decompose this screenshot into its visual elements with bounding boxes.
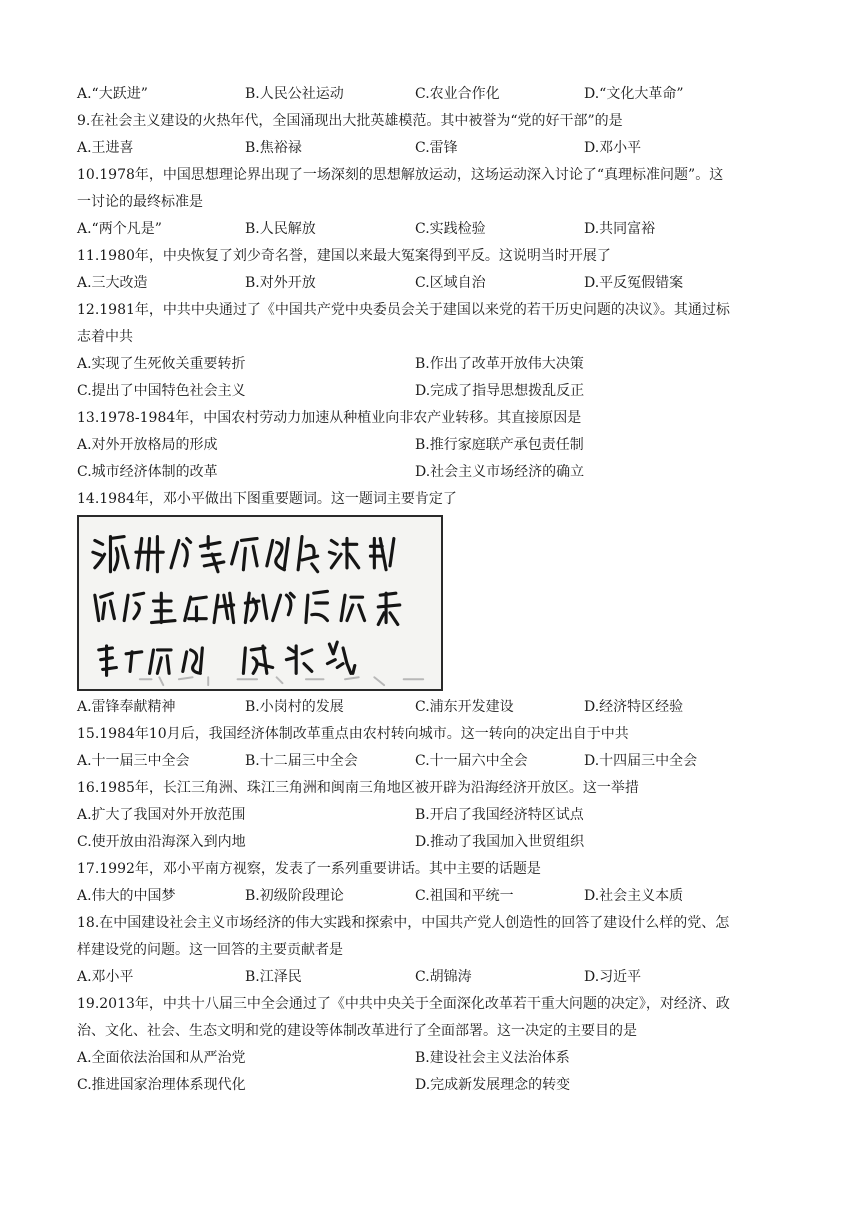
q10-options xyxy=(77,219,797,239)
option-d[interactable]: D.共同富裕 xyxy=(584,221,656,237)
q10-stem-line1: 10.1978年，中国思想理论界出现了一场深刻的思想解放运动，这场运动深入讨论了“真理标准问题”。这 xyxy=(77,167,724,183)
option-b[interactable]: B.开启了我国经济特区试点 xyxy=(415,807,584,823)
q12-options-row2 xyxy=(77,381,797,401)
q16-options-row1 xyxy=(77,805,797,825)
q17-options xyxy=(77,886,797,906)
option-b[interactable]: B.小岗村的发展 xyxy=(245,699,344,715)
option-c[interactable]: C.祖国和平统一 xyxy=(415,888,514,904)
option-c[interactable]: C.胡锦涛 xyxy=(415,969,472,985)
option-b[interactable]: B.人民公社运动 xyxy=(245,86,344,102)
option-b[interactable]: B.作出了改革开放伟大决策 xyxy=(415,356,584,372)
option-c[interactable]: C.浦东开发建设 xyxy=(415,699,514,715)
q18-stem-line1: 18.在中国建设社会主义市场经济的伟大实践和探索中，中国共产党人创造性的回答了建设什么样的党、怎 xyxy=(77,915,730,931)
q16-stem: 16.1985年，长江三角洲、珠江三角洲和闽南三角地区被开辟为沿海经济开放区。这一举措 xyxy=(77,780,639,796)
q9-options xyxy=(77,138,797,158)
option-a[interactable]: A.全面依法治国和从严治党 xyxy=(77,1050,246,1066)
q9-stem: 9.在社会主义建设的火热年代，全国涌现出大批英雄模范。其中被誉为“党的好干部”的是 xyxy=(77,113,623,129)
option-b[interactable]: B.初级阶段理论 xyxy=(245,888,344,904)
option-b[interactable]: B.对外开放 xyxy=(245,275,316,291)
q12-stem-line1: 12.1981年，中共中央通过了《中国共产党中央委员会关于建国以来党的若干历史问题的决议》。其通过标 xyxy=(77,302,730,318)
option-c[interactable]: C.农业合作化 xyxy=(415,86,500,102)
option-c[interactable]: C.实践检验 xyxy=(415,221,486,237)
q12-stem-line2: 志着中共 xyxy=(77,329,133,345)
calligraphy-inscription-image xyxy=(77,515,443,691)
option-d[interactable]: D.习近平 xyxy=(584,969,642,985)
q12-options-row1 xyxy=(77,354,797,374)
option-d[interactable]: D.平反冤假错案 xyxy=(584,275,684,291)
option-b[interactable]: B.十二届三中全会 xyxy=(245,753,358,769)
option-a[interactable]: A.邓小平 xyxy=(77,969,134,985)
q10-stem-line2: 一讨论的最终标准是 xyxy=(77,194,203,210)
option-b[interactable]: B.推行家庭联产承包责任制 xyxy=(415,437,584,453)
handwriting-strokes xyxy=(79,517,441,689)
option-b[interactable]: B.江泽民 xyxy=(245,969,302,985)
option-c[interactable]: C.区域自治 xyxy=(415,275,486,291)
q14-stem: 14.1984年，邓小平做出下图重要题词。这一题词主要肯定了 xyxy=(77,491,457,507)
option-d[interactable]: D.社会主义本质 xyxy=(584,888,684,904)
option-b[interactable]: B.建设社会主义法治体系 xyxy=(415,1050,570,1066)
q16-options-row2 xyxy=(77,832,797,852)
option-c[interactable]: C.提出了中国特色社会主义 xyxy=(77,383,246,399)
q19-options-row1 xyxy=(77,1048,797,1068)
option-d[interactable]: D.“文化大革命” xyxy=(584,86,684,102)
q13-options-row2 xyxy=(77,462,797,482)
option-a[interactable]: A.扩大了我国对外开放范围 xyxy=(77,807,246,823)
option-a[interactable]: A.雷锋奉献精神 xyxy=(77,699,176,715)
option-c[interactable]: C.雷锋 xyxy=(415,140,458,156)
q13-stem: 13.1978-1984年，中国农村劳动力加速从种植业向非农产业转移。其直接原因是 xyxy=(77,410,582,426)
option-a[interactable]: A.“两个凡是” xyxy=(77,221,162,237)
option-d[interactable]: D.十四届三中全会 xyxy=(584,753,698,769)
option-a[interactable]: A.对外开放格局的形成 xyxy=(77,437,218,453)
option-d[interactable]: D.推动了我国加入世贸组织 xyxy=(415,834,585,850)
option-c[interactable]: C.十一届六中全会 xyxy=(415,753,528,769)
option-d[interactable]: D.完成新发展理念的转变 xyxy=(415,1077,571,1093)
q18-stem-line2: 样建设党的问题。这一回答的主要贡献者是 xyxy=(77,942,343,958)
option-d[interactable]: D.邓小平 xyxy=(584,140,642,156)
option-a[interactable]: A.三大改造 xyxy=(77,275,148,291)
option-c[interactable]: C.使开放由沿海深入到内地 xyxy=(77,834,246,850)
q19-stem-line2: 治、文化、社会、生态文明和党的建设等体制改革进行了全面部署。这一决定的主要目的是 xyxy=(77,1023,637,1039)
q11-stem: 11.1980年，中央恢复了刘少奇名誉，建国以来最大冤案得到平反。这说明当时开展了 xyxy=(77,248,611,264)
option-a[interactable]: A.伟大的中国梦 xyxy=(77,888,176,904)
option-b[interactable]: B.焦裕禄 xyxy=(245,140,302,156)
q15-stem: 15.1984年10月后，我国经济体制改革重点由农村转向城市。这一转向的决定出自于中共 xyxy=(77,726,629,742)
option-c[interactable]: C.推进国家治理体系现代化 xyxy=(77,1077,246,1093)
q13-options-row1 xyxy=(77,435,797,455)
q18-options xyxy=(77,967,797,987)
option-a[interactable]: A.十一届三中全会 xyxy=(77,753,190,769)
q14-options xyxy=(77,697,797,717)
q17-stem: 17.1992年，邓小平南方视察，发表了一系列重要讲话。其中主要的话题是 xyxy=(77,861,541,877)
option-c[interactable]: C.城市经济体制的改革 xyxy=(77,464,218,480)
q19-options-row2 xyxy=(77,1075,797,1095)
option-d[interactable]: D.完成了指导思想拨乱反正 xyxy=(415,383,585,399)
option-d[interactable]: D.社会主义市场经济的确立 xyxy=(415,464,585,480)
option-d[interactable]: D.经济特区经验 xyxy=(584,699,684,715)
option-a[interactable]: A.实现了生死攸关重要转折 xyxy=(77,356,246,372)
q8-options xyxy=(77,84,797,104)
q11-options xyxy=(77,273,797,293)
option-b[interactable]: B.人民解放 xyxy=(245,221,316,237)
q19-stem-line1: 19.2013年，中共十八届三中全会通过了《中共中央关于全面深化改革若干重大问题的决定》，对经济、政 xyxy=(77,996,730,1012)
option-a[interactable]: A.“大跃进” xyxy=(77,86,148,102)
option-a[interactable]: A.王进喜 xyxy=(77,140,134,156)
q15-options xyxy=(77,751,797,771)
